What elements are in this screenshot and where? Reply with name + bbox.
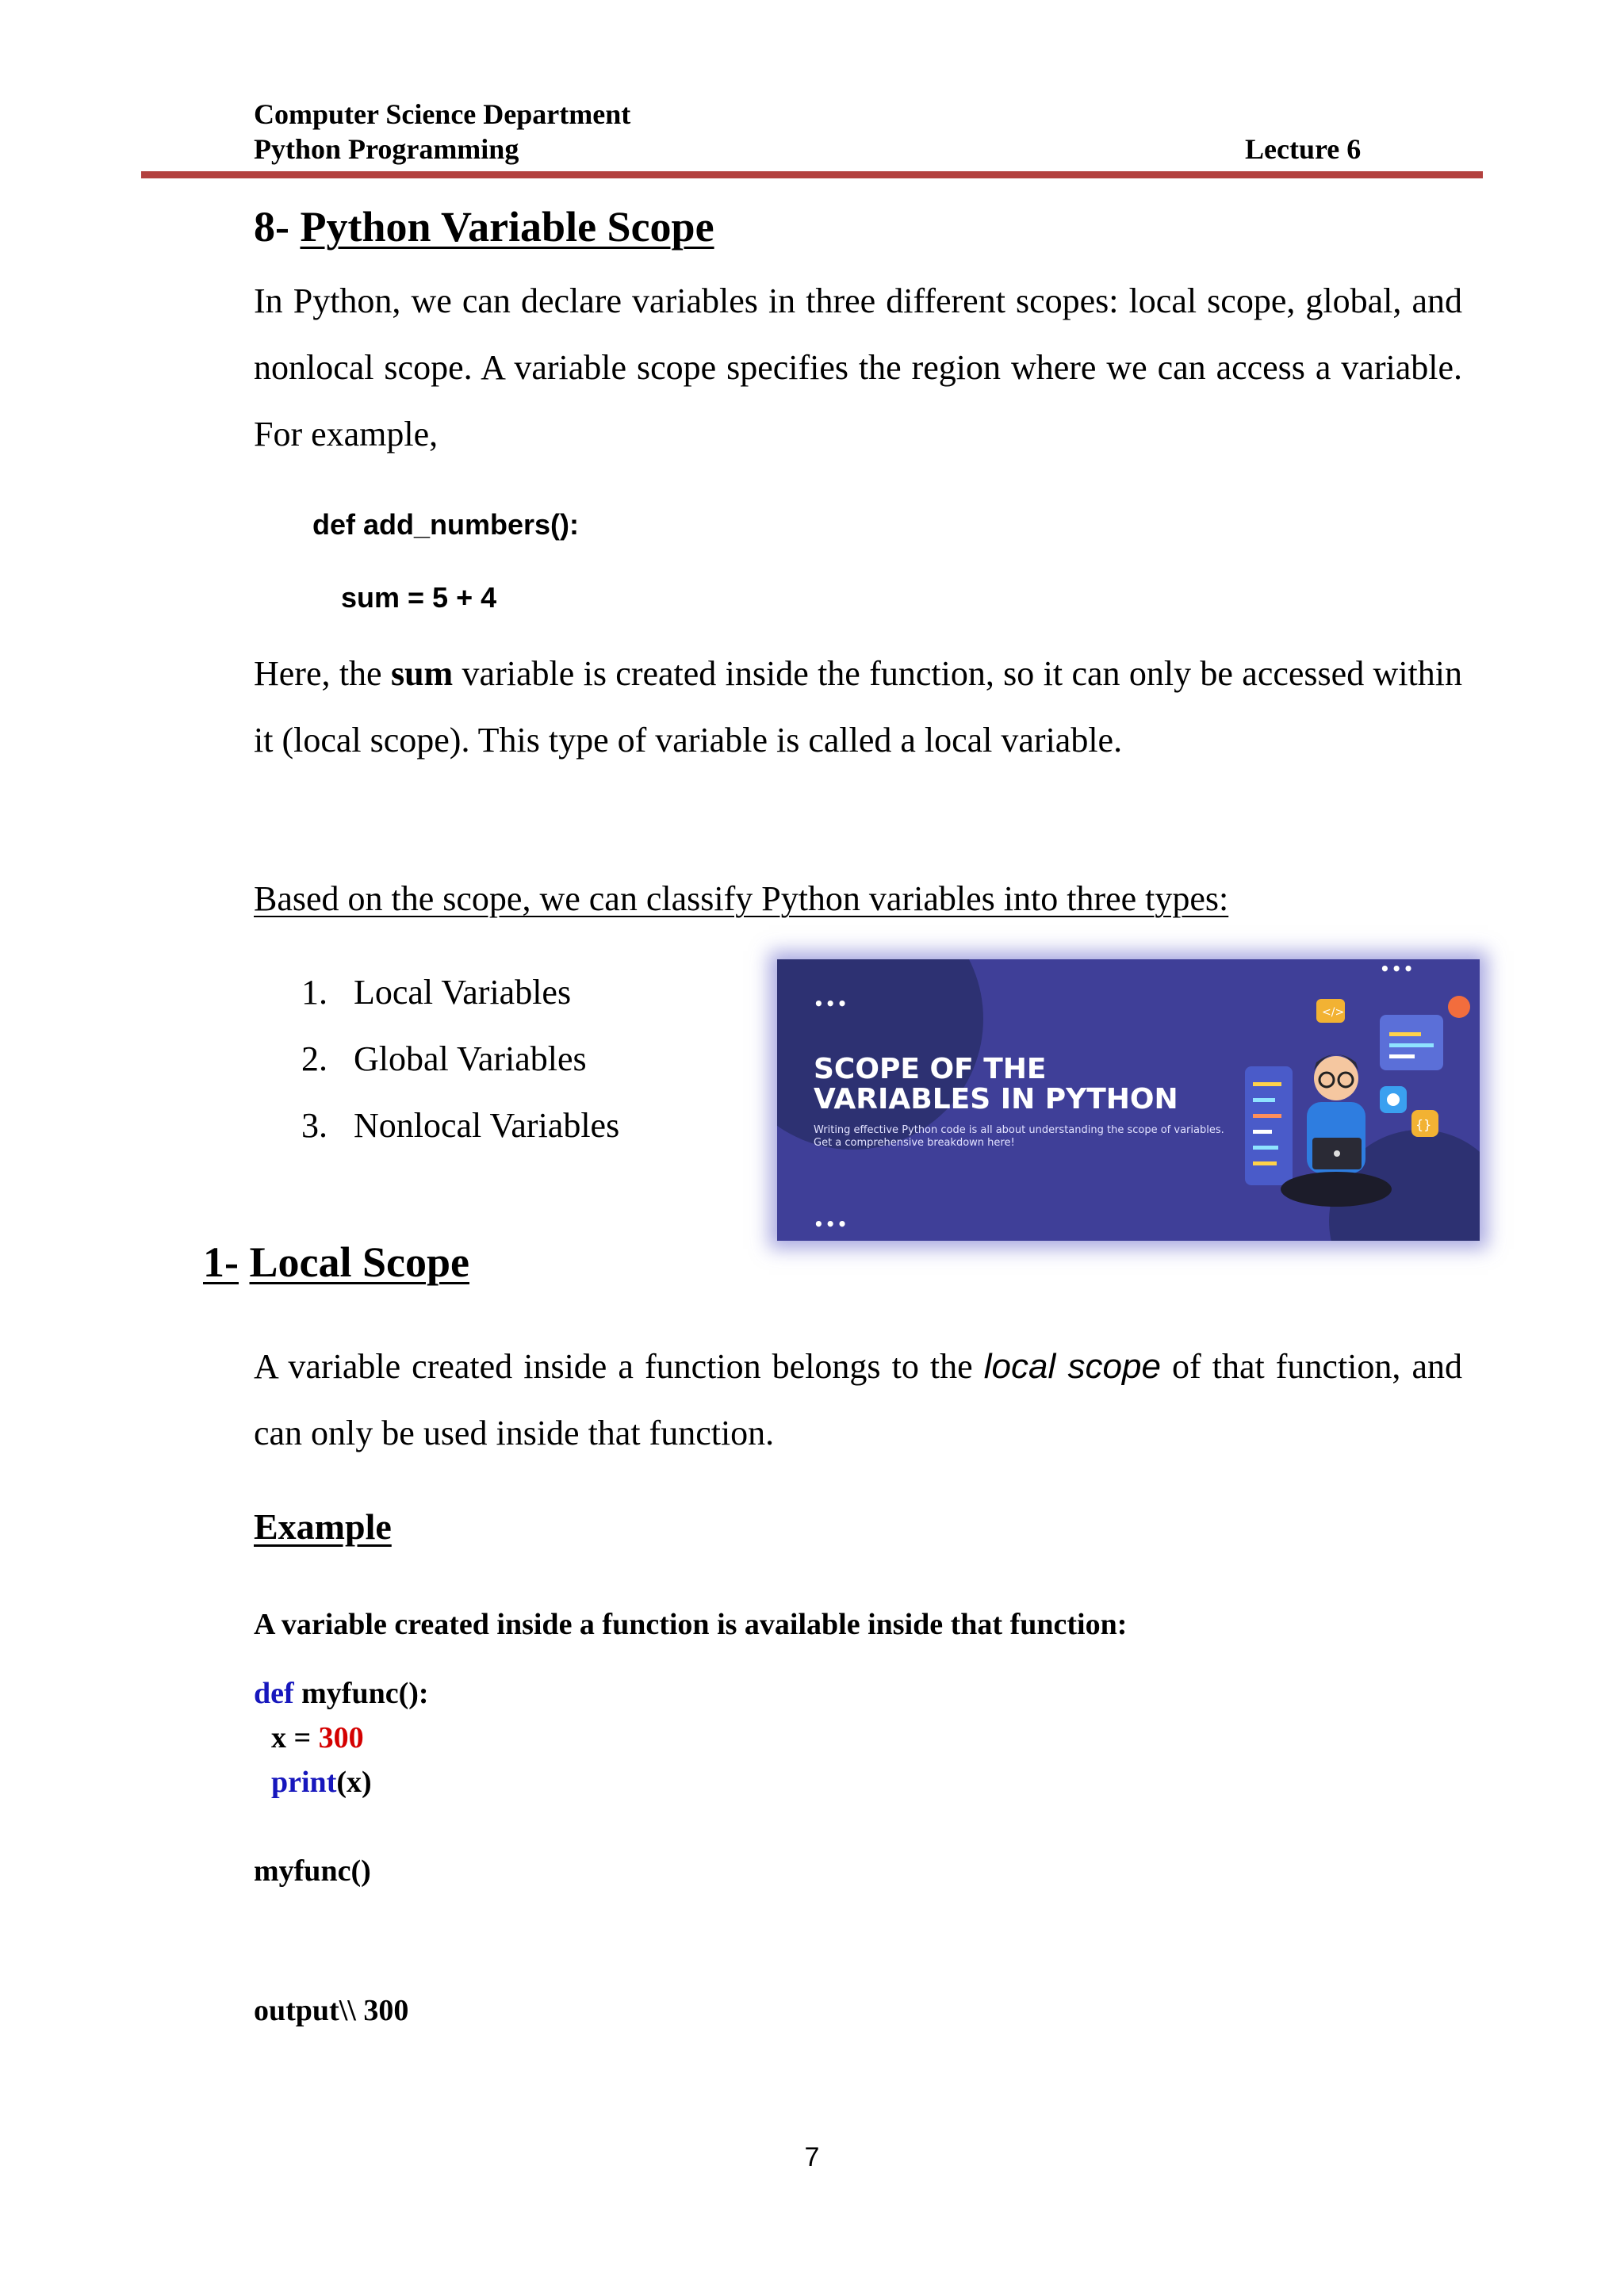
list-item: 2. Global Variables <box>301 1039 587 1078</box>
code-line-sum: sum = 5 + 4 <box>341 581 497 614</box>
intro-paragraph: In Python, we can declare variables in three different scopes: local scope, global, and nonlocal scope. A variable scope specifies the region where we can access a variable. For example, <box>254 281 1462 453</box>
banner-subtitle: Writing effective Python code is all about understanding the scope of variables. Get a comprehensive breakdown here! <box>814 1124 1224 1149</box>
section-number: 8- <box>254 203 289 251</box>
local-scope-title: Local Scope <box>249 1238 469 1286</box>
explain-paragraph <box>254 641 1462 774</box>
local-scope-heading <box>203 1237 469 1288</box>
list-item: 3. Nonlocal Variables <box>301 1106 620 1145</box>
explain-text-2: variable is created inside the function, so it can only be accessed within it (local scope). This type of variable is called a local variable. <box>254 654 1462 760</box>
section-heading <box>254 201 714 252</box>
banner-dots-icon: ••• <box>1380 959 1415 978</box>
banner-dots-icon: ••• <box>814 1215 849 1234</box>
list-item: 1. Local Variables <box>301 973 572 1012</box>
header-course: Python Programming <box>254 133 519 165</box>
code-output: output\\ 300 <box>254 1994 409 2027</box>
header-rule <box>141 171 1483 178</box>
classify-sentence: Based on the scope, we can classify Python variables into three types: <box>254 879 1229 918</box>
types-list <box>301 959 619 1159</box>
svg-text:</>: </> <box>1322 1006 1345 1019</box>
local-scope-description: A variable created inside a function belongs to the local scope of that function, and can only be used inside that function. <box>254 1347 1462 1452</box>
code-line: x = 300 <box>271 1721 364 1755</box>
developer-illustration-icon <box>1221 991 1475 1229</box>
code-line-def: def add_numbers(): <box>312 508 580 541</box>
local-scope-italic: local scope <box>983 1347 1161 1386</box>
banner-dots-icon: ••• <box>814 994 849 1013</box>
header-lecture: Lecture 6 <box>1245 133 1362 165</box>
example-caption: A variable created inside a function is available inside that function: <box>254 1608 1128 1641</box>
local-scope-number: 1- <box>203 1238 239 1286</box>
explain-text-1: Here, the <box>254 654 391 693</box>
code-line: myfunc() <box>254 1854 371 1888</box>
banner-title: SCOPE OF THE VARIABLES IN PYTHON <box>814 1053 1178 1115</box>
svg-text:{}: {} <box>1415 1117 1432 1132</box>
section-title: Python Variable Scope <box>300 203 714 251</box>
code-line: print(x) <box>271 1766 372 1799</box>
header-department: Computer Science Department <box>254 98 631 130</box>
page-number: 7 <box>804 2142 820 2172</box>
code-block <box>254 1671 429 1893</box>
scope-banner-image <box>777 959 1480 1241</box>
example-heading: Example <box>254 1506 392 1547</box>
explain-bold-sum: sum <box>390 654 454 693</box>
code-line: def myfunc(): <box>254 1677 429 1710</box>
